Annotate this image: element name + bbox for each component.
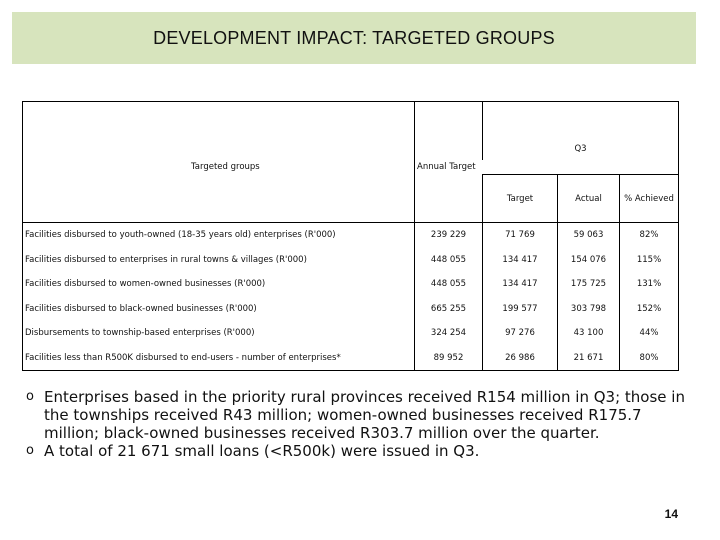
- actual-cell: 59 063: [558, 223, 620, 248]
- pct-cell: 44%: [620, 321, 679, 346]
- actual-cell: 175 725: [558, 272, 620, 297]
- pct-cell: 131%: [620, 272, 679, 297]
- table-row: [23, 321, 679, 346]
- bullet-marker: o: [26, 443, 34, 458]
- pct-cell: 80%: [620, 346, 679, 371]
- actual-cell: 303 798: [558, 297, 620, 322]
- targeted-groups-table: [22, 101, 679, 371]
- bullet-text: A total of 21 671 small loans (<R500k) were issued in Q3.: [44, 442, 480, 460]
- pct-cell: 115%: [620, 248, 679, 273]
- pct-achieved-header: % Achieved: [620, 175, 679, 223]
- target-cell: 71 769: [483, 223, 558, 248]
- actual-cell: 21 671: [558, 346, 620, 371]
- target-cell: 134 417: [483, 248, 558, 273]
- page-number: 14: [664, 507, 678, 521]
- table-row: [23, 272, 679, 297]
- row-label: Facilities disbursed to black-owned businesses (R'000): [23, 297, 415, 322]
- annual-target-cell: 324 254: [415, 321, 483, 346]
- table-row: [23, 297, 679, 322]
- table-row: [23, 223, 679, 248]
- bullet-marker: o: [26, 389, 34, 404]
- target-cell: 199 577: [483, 297, 558, 322]
- table-row: [23, 248, 679, 273]
- target-cell: 97 276: [483, 321, 558, 346]
- actual-cell: 154 076: [558, 248, 620, 273]
- row-label: Facilities disbursed to enterprises in rural towns & villages (R'000): [23, 248, 415, 273]
- bullet-item: [26, 388, 686, 442]
- bullet-text: Enterprises based in the priority rural provinces received R154 million in Q3; those in the townships received R43 million; women-owned businesses received R175.7 million; black-owned businesses received R303.7 million over the quarter.: [44, 388, 685, 442]
- target-cell: 26 986: [483, 346, 558, 371]
- annual-target-cell: 239 229: [415, 223, 483, 248]
- summary-bullets: [26, 388, 686, 460]
- title-banner: [12, 12, 696, 64]
- annual-target-header: Annual Target: [415, 160, 483, 175]
- annual-target-cell: 665 255: [415, 297, 483, 322]
- annual-target-cell: 448 055: [415, 272, 483, 297]
- annual-target-cell: 448 055: [415, 248, 483, 273]
- row-label: Facilities disbursed to youth-owned (18-35 years old) enterprises (R'000): [23, 223, 415, 248]
- annual-target-cell: 89 952: [415, 346, 483, 371]
- row-label: Facilities disbursed to women-owned businesses (R'000): [23, 272, 415, 297]
- quarter-header: Q3: [483, 102, 679, 161]
- target-header: Target: [483, 175, 558, 223]
- actual-cell: 43 100: [558, 321, 620, 346]
- actual-header: Actual: [558, 175, 620, 223]
- pct-cell: 82%: [620, 223, 679, 248]
- target-cell: 134 417: [483, 272, 558, 297]
- table-row: [23, 346, 679, 371]
- targeted-groups-header: Targeted groups: [23, 160, 415, 175]
- bullet-item: [26, 442, 686, 460]
- pct-cell: 152%: [620, 297, 679, 322]
- page-title: DEVELOPMENT IMPACT: TARGETED GROUPS: [153, 27, 555, 48]
- row-label: Facilities less than R500K disbursed to end-users - number of enterprises*: [23, 346, 415, 371]
- row-label: Disbursements to township-based enterprises (R'000): [23, 321, 415, 346]
